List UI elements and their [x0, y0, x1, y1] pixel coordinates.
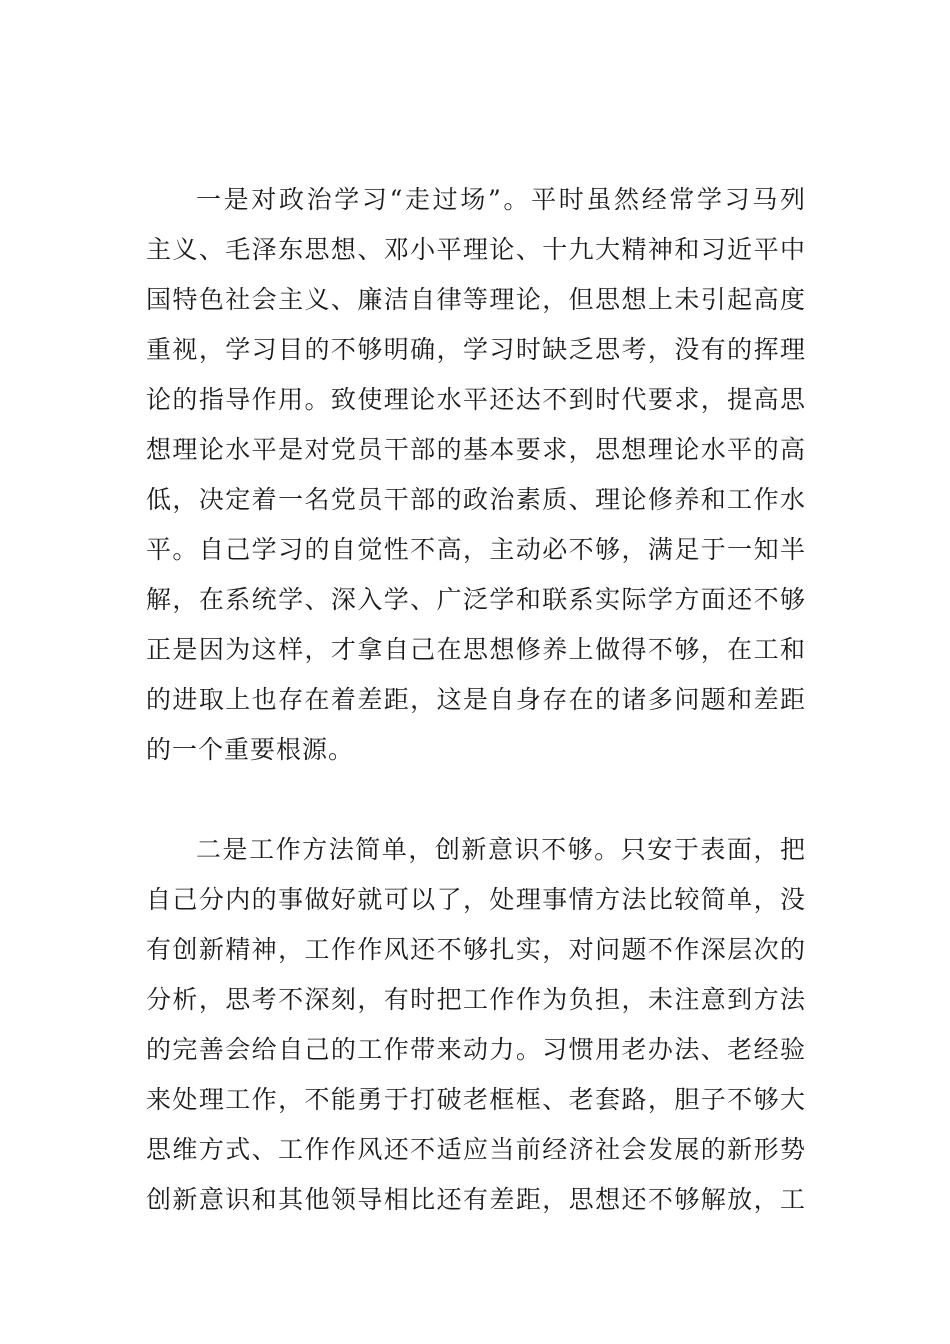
paragraph-2-line-8: 创新意识和其他领导相比还有差距，思想还不够解放，工: [146, 1185, 806, 1214]
paragraph-2-line-6: 来处理工作，不能勇于打破老框框、老套路，胆子不够大: [146, 1085, 806, 1114]
paragraph-1-line-5: 论的指导作用。致使理论水平还达不到时代要求，提高思: [146, 385, 806, 414]
paragraph-1-line-4: 重视，学习目的不够明确，学习时缺乏思考，没有的挥理: [146, 335, 806, 364]
paragraph-2-line-2: 自己分内的事做好就可以了，处理事情方法比较简单，没: [146, 885, 806, 914]
paragraph-1-line-2: 主义、毛泽东思想、邓小平理论、十九大精神和习近平中: [146, 235, 806, 264]
paragraph-2-line-7: 思维方式、工作作风还不适应当前经济社会发展的新形势: [146, 1135, 806, 1164]
paragraph-1-line-7: 低，决定着一名党员干部的政治素质、理论修养和工作水: [146, 485, 806, 514]
paragraph-1-line-6: 想理论水平是对党员干部的基本要求，思想理论水平的高: [146, 435, 806, 464]
paragraph-1-line-3: 国特色社会主义、廉洁自律等理论，但思想上未引起高度: [146, 285, 806, 314]
paragraph-1-line-11: 的进取上也存在着差距，这是自身存在的诸多问题和差距: [146, 685, 806, 714]
paragraph-2-line-3: 有创新精神，工作作风还不够扎实，对问题不作深层次的: [146, 935, 806, 964]
paragraph-1-line-12: 的一个重要根源。: [146, 735, 355, 764]
paragraph-1-line-10: 正是因为这样，才拿自己在思想修养上做得不够，在工和: [146, 635, 806, 664]
paragraph-1-line-9: 解，在系统学、深入学、广泛学和联系实际学方面还不够: [146, 585, 806, 614]
paragraph-1-line-1: 一是对政治学习“走过场”。平时虽然经常学习马列: [196, 185, 806, 214]
paragraph-2-line-4: 分析，思考不深刻，有时把工作作为负担，未注意到方法: [146, 985, 806, 1014]
paragraph-2-line-5: 的完善会给自己的工作带来动力。习惯用老办法、老经验: [146, 1035, 806, 1064]
paragraph-1-line-8: 平。自己学习的自觉性不高，主动必不够，满足于一知半: [146, 535, 806, 564]
paragraph-2-line-1: 二是工作方法简单，创新意识不够。只安于表面，把: [196, 835, 806, 864]
